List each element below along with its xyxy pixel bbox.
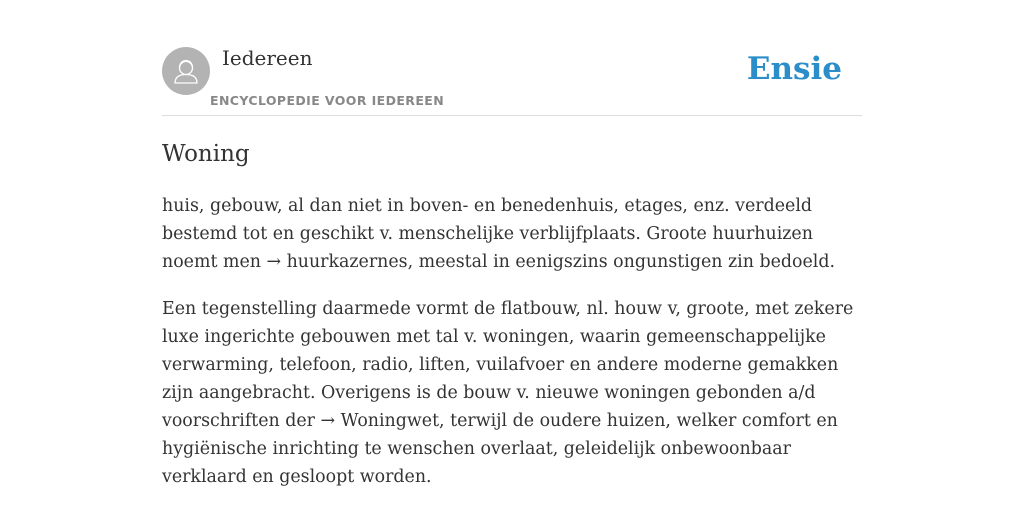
article-body [162, 192, 862, 510]
page-container [162, 0, 862, 512]
site-tagline: ENCYCLOPEDIE VOOR IEDEREEN [210, 93, 445, 108]
article-paragraph: huis, gebouw, al dan niet in boven- en benedenhuis, etages, enz. verdeeld bestemd tot en geschikt v. menschelijke verblijfplaats. Groote huurhuizen noemt men → huurkazernes, meestal in eenigszins ongunstigen zin bedoeld. [162, 196, 835, 272]
user-silhouette-icon [162, 47, 210, 95]
header [162, 0, 862, 116]
author-name[interactable]: Iedereen [222, 46, 313, 70]
avatar[interactable] [162, 47, 210, 95]
site-logo[interactable]: Ensie [746, 51, 842, 87]
article-paragraph: Een tegenstelling daarmede vormt de flatbouw, nl. houw v, groote, met zekere luxe ingerichte gebouwen met tal v. woningen, waarin gemeenschappelijke verwarming, telefoon, radio, liften, vuilafvoer en andere moderne gemakken zijn aangebracht. Overigens is de bouw v. nieuwe woningen gebonden a/d voorschriften der → Woningwet, terwijl de oudere huizen, welker comfort en hygiënische inrichting te wenschen overlaat, geleidelijk onbewoonbaar verklaard en gesloopt worden. [162, 299, 854, 487]
article-title: Woning [162, 141, 250, 167]
